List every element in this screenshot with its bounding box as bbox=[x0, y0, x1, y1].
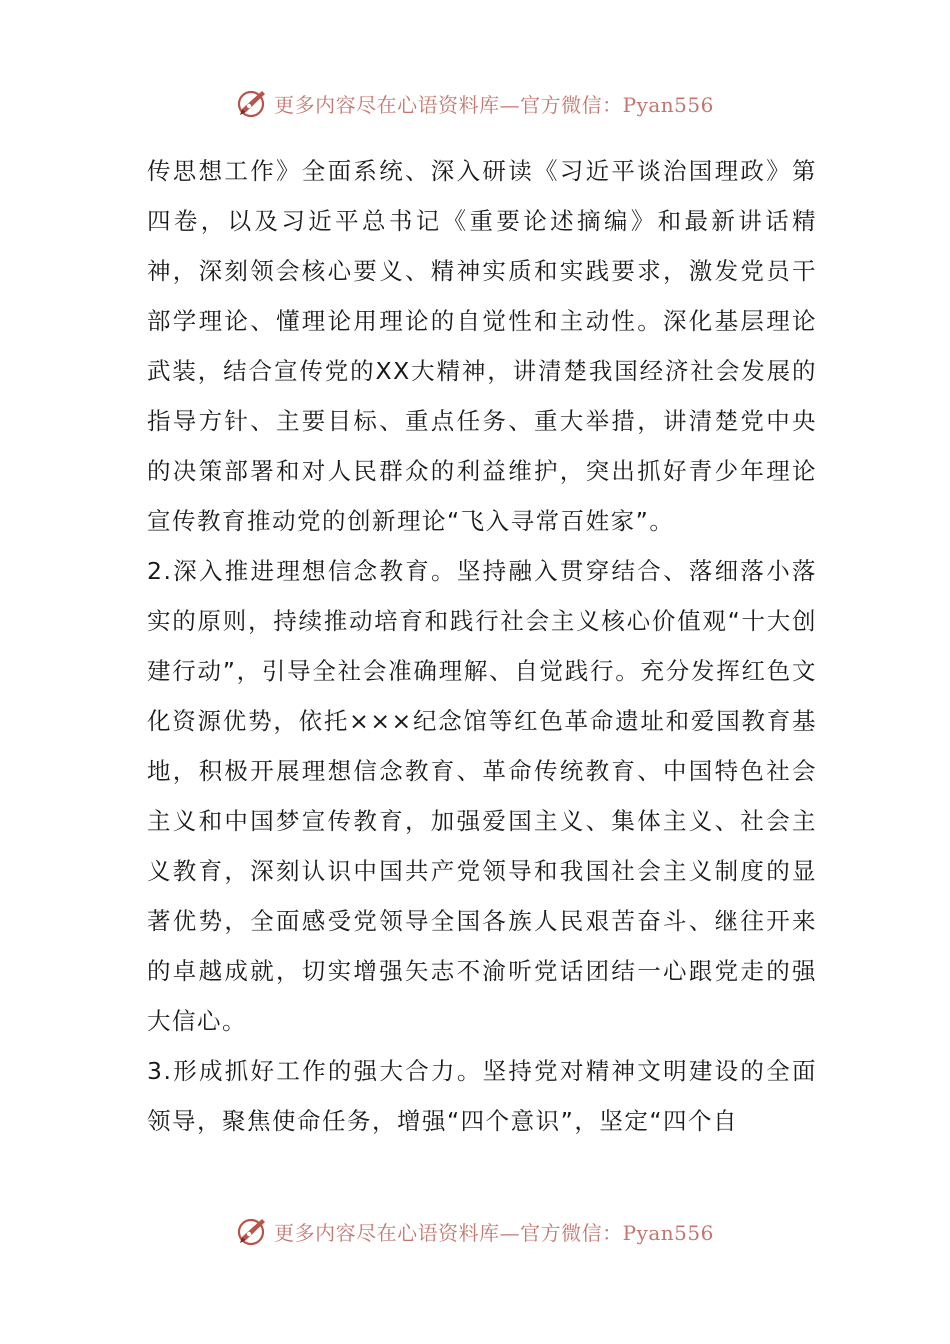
document-body bbox=[147, 146, 817, 1146]
footer-watermark bbox=[0, 1211, 950, 1251]
body-paragraph-1: 传思想工作》全面系统、深入研读《习近平谈治国理政》第四卷，以及习近平总书记《重要论述摘编》和最新讲话精神，深刻领会核心要义、精神实质和实践要求，激发党员干部学理论、懂理论用理论的自觉性和主动性。深化基层理论武装，结合宣传党的XX大精神，讲清楚我国经济社会发展的指导方针、主要目标、重点任务、重大举措，讲清楚党中央的决策部署和对人民群众的利益维护，突出抓好青少年理论宣传教育推动党的创新理论“飞入寻常百姓家”。 bbox=[147, 157, 817, 535]
body-paragraph-2: 2.深入推进理想信念教育。坚持融入贯穿结合、落细落小落实的原则，持续推动培育和践行社会主义核心价值观“十大创建行动”，引导全社会准确理解、自觉践行。充分发挥红色文化资源优势，依托×××纪念馆等红色革命遗址和爱国教育基地，积极开展理想信念教育、革命传统教育、中国特色社会主义和中国梦宣传教育，加强爱国主义、集体主义、社会主义教育，深刻认识中国共产党领导和我国社会主义制度的显著优势，全面感受党领导全国各族人民艰苦奋斗、继往开来的卓越成就，切实增强矢志不渝听党话团结一心跟党走的强大信心。 bbox=[147, 557, 817, 1035]
footer-watermark-text: 更多内容尽在心语资料库—官方微信：Pyan556 bbox=[274, 1220, 714, 1245]
pen-circle-logo-icon bbox=[236, 86, 270, 120]
header-watermark bbox=[0, 83, 950, 123]
header-watermark-text: 更多内容尽在心语资料库—官方微信：Pyan556 bbox=[274, 92, 714, 117]
body-paragraph-3: 3.形成抓好工作的强大合力。坚持党对精神文明建设的全面领导，聚焦使命任务，增强“四个意识”，坚定“四个自 bbox=[147, 1057, 817, 1135]
pen-circle-logo-icon bbox=[236, 1214, 270, 1248]
